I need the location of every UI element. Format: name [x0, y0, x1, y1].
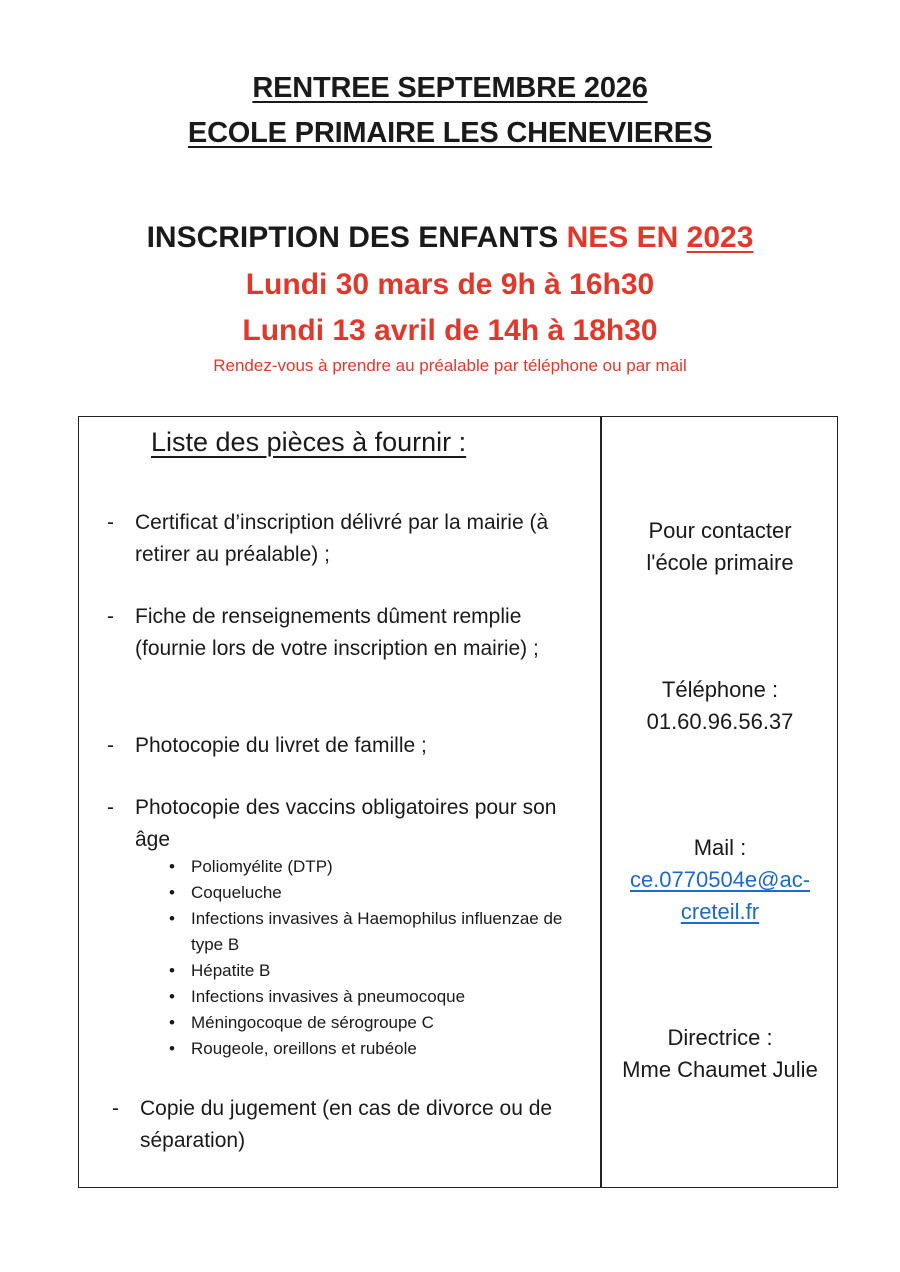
contact-intro-line-2: l'école primaire	[646, 550, 794, 575]
inscription-date-2: Lundi 13 avril de 14h à 18h30	[242, 314, 658, 347]
mail-block	[601, 832, 839, 928]
contact-intro	[601, 515, 839, 579]
document-item-text: Fiche de renseignements dûment remplie (fournie lors de votre inscription en mairie) ;	[135, 605, 539, 660]
document-item-text: Photocopie des vaccins obligatoires pour son âge	[135, 796, 557, 851]
item-dash: -	[107, 796, 114, 819]
title-line-1: RENTREE SEPTEMBRE 2026	[252, 72, 648, 104]
vaccine-item: • Hépatite B	[169, 958, 599, 984]
vaccine-list	[169, 854, 599, 1062]
heading-born: NES EN	[566, 221, 687, 254]
item-dash: -	[107, 511, 114, 534]
heading-prefix: INSCRIPTION DES ENFANTS	[146, 221, 567, 254]
vaccine-item: • Infections invasives à Haemophilus influenzae de type B	[169, 906, 599, 958]
title-line-2: ECOLE PRIMAIRE LES CHENEVIERES	[187, 117, 713, 149]
document-item-text: Certificat d’inscription délivré par la mairie (à retirer au préalable) ;	[135, 511, 549, 566]
phone-label: Téléphone :	[661, 677, 779, 702]
phone-number: 01.60.96.56.37	[646, 709, 794, 734]
director-block	[601, 1022, 839, 1086]
mail-label: Mail :	[693, 835, 747, 860]
director-name: Mme Chaumet Julie	[622, 1057, 818, 1082]
vaccine-item: • Infections invasives à pneumocoque	[169, 984, 599, 1010]
item-dash: -	[107, 605, 114, 628]
vaccine-item: • Méningocoque de sérogroupe C	[169, 1010, 599, 1036]
info-table	[78, 416, 838, 1188]
contact-intro-line-1: Pour contacter	[648, 518, 792, 543]
heading-year: 2023	[686, 221, 754, 254]
appointment-note: Rendez-vous à prendre au préalable par téléphone ou par mail	[213, 356, 687, 375]
inscription-date-1: Lundi 30 mars de 9h à 16h30	[245, 268, 655, 301]
vaccine-item: • Coqueluche	[169, 880, 599, 906]
document-item-text: Photocopie du livret de famille ;	[135, 734, 427, 757]
mail-link-part-2[interactable]: creteil.fr	[680, 899, 760, 924]
phone-block	[601, 674, 839, 738]
mail-link-part-1[interactable]: ce.0770504e@ac-	[629, 867, 811, 892]
inscription-heading	[0, 221, 900, 255]
document-item-text: Copie du jugement (en cas de divorce ou de séparation)	[140, 1097, 553, 1152]
item-dash: -	[107, 734, 114, 757]
documents-title: Liste des pièces à fournir :	[151, 427, 467, 457]
vaccine-item: • Rougeole, oreillons et rubéole	[169, 1036, 599, 1062]
vaccine-item: • Poliomyélite (DTP)	[169, 854, 599, 880]
item-dash: -	[112, 1097, 119, 1120]
director-label: Directrice :	[667, 1025, 773, 1050]
